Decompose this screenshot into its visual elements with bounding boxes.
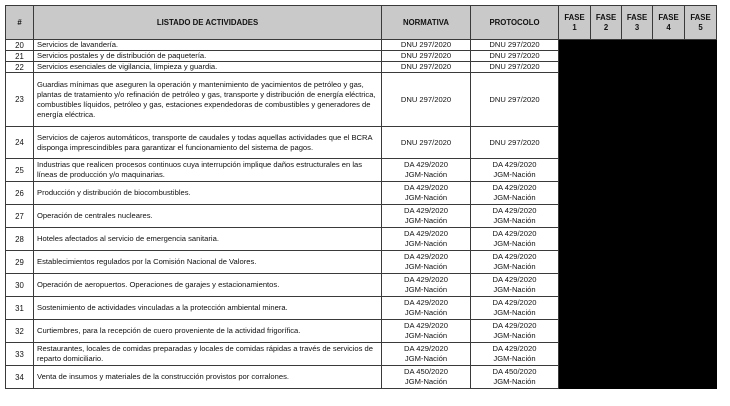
row-number: 29 [6,251,34,274]
normativa-line: JGM-Nación [404,216,448,225]
fase-4-cell [653,366,685,389]
activity-description: Servicios de cajeros automáticos, transporte de caudales y todas aquellas actividades que el BCRA disponga imprescindibles para garantizar el funcionamiento del sistema de pagos. [34,127,382,159]
fase-5-cell [685,228,717,251]
protocolo-line: DA 429/2020 [492,344,537,353]
normativa-line: DA 450/2020 [404,367,448,376]
header-normativa: NORMATIVA [382,6,471,40]
normativa-cell [382,159,471,182]
row-number: 26 [6,182,34,205]
fase-1-cell [559,251,591,274]
activity-description: Operación de aeropuertos. Operaciones de garajes y estacionamientos. [34,274,382,297]
table-row [6,297,717,320]
fase-4-top: FASE [658,12,679,22]
table-row [6,73,717,127]
normativa-line: JGM-Nación [404,308,448,317]
header-fase-5 [685,6,717,40]
fase-2-cell [591,73,622,127]
normativa-line: DA 429/2020 [404,160,448,169]
fase-3-cell [622,51,653,62]
table-row [6,274,717,297]
protocolo-line: DNU 297/2020 [489,137,540,147]
normativa-cell [382,51,471,62]
normativa-cell [382,297,471,320]
fase-5-cell [685,274,717,297]
protocolo-cell [471,251,559,274]
fase-2-cell [591,366,622,389]
protocolo-line: DA 429/2020 [492,229,537,238]
protocolo-line: DA 429/2020 [492,298,537,307]
protocolo-cell [471,297,559,320]
protocolo-line: DA 429/2020 [492,321,537,330]
fase-5-cell [685,73,717,127]
activity-description: Curtiembres, para la recepción de cuero proveniente de la actividad frigorífica. [34,320,382,343]
activity-description: Guardias mínimas que aseguren la operación y mantenimiento de yacimientos de petróleo y gas, plantas de tratamiento y/o refinación de petróleo y gas, transporte y distribución de energía eléctrica, combustibles líquidos, petróleo y gas, estaciones expendedoras de combustibles y generadores de energía eléctrica. [34,73,382,127]
protocolo-cell [471,127,559,159]
fase-4-cell [653,274,685,297]
normativa-cell [382,228,471,251]
row-number: 23 [6,73,34,127]
protocolo-cell [471,73,559,127]
activity-description: Hoteles afectados al servicio de emergencia sanitaria. [34,228,382,251]
fase-2-cell [591,228,622,251]
fase-4-cell [653,228,685,251]
fase-5-cell [685,182,717,205]
normativa-line: JGM-Nación [404,331,448,340]
fase-5-cell [685,251,717,274]
protocolo-line: JGM-Nación [493,308,536,317]
table-row [6,205,717,228]
fase-2-top: FASE [595,12,617,22]
header-num: # [6,6,34,40]
fase-2-cell [591,127,622,159]
normativa-line: DA 429/2020 [404,275,448,284]
protocolo-cell [471,62,559,73]
row-number: 31 [6,297,34,320]
fase-4-cell [653,62,685,73]
normativa-cell [382,62,471,73]
fase-1-cell [559,366,591,389]
table-row [6,320,717,343]
row-number: 21 [6,51,34,62]
header-fase-3 [622,6,653,40]
normativa-line: JGM-Nación [404,354,448,363]
normativa-cell [382,127,471,159]
normativa-line: DA 429/2020 [404,183,448,192]
table-body [6,40,717,389]
protocolo-line: JGM-Nación [493,331,536,340]
fase-1-cell [559,62,591,73]
fase-1-cell [559,297,591,320]
table-row [6,182,717,205]
fase-5-cell [685,343,717,366]
fase-3-cell [622,343,653,366]
activity-description: Restaurantes, locales de comidas preparadas y locales de comidas rápidas a través de servicios de reparto domiciliario. [34,343,382,366]
activity-description: Producción y distribución de biocombustibles. [34,182,382,205]
header-fase-4 [653,6,685,40]
fase-5-cell [685,366,717,389]
normativa-line: JGM-Nación [404,262,448,271]
fase-3-cell [622,274,653,297]
normativa-line: DNU 297/2020 [400,62,452,71]
table-row [6,159,717,182]
fase-1-cell [559,320,591,343]
fase-2-cell [591,274,622,297]
fase-3-cell [622,320,653,343]
fase-4-cell [653,73,685,127]
fase-2-cell [591,40,622,51]
fase-4-cell [653,297,685,320]
fase-1-bottom: 1 [572,22,577,32]
fase-3-bottom: 3 [634,22,640,32]
normativa-cell [382,251,471,274]
fase-1-cell [559,274,591,297]
normativa-cell [382,343,471,366]
row-number: 33 [6,343,34,366]
fase-5-cell [685,297,717,320]
activity-description: Servicios postales y de distribución de paquetería. [34,51,382,62]
table-row [6,228,717,251]
header-row [6,6,717,40]
normativa-line: JGM-Nación [404,285,448,294]
normativa-cell [382,205,471,228]
fase-5-cell [685,320,717,343]
normativa-line: JGM-Nación [404,377,448,386]
protocolo-line: JGM-Nación [493,377,536,386]
fase-1-cell [559,205,591,228]
header-fase-2 [591,6,622,40]
fase-2-cell [591,251,622,274]
activity-description: Servicios de lavandería. [34,40,382,51]
fase-2-cell [591,205,622,228]
protocolo-line: DNU 297/2020 [489,62,540,71]
protocolo-cell [471,51,559,62]
normativa-line: DNU 297/2020 [400,51,452,60]
fase-3-top: FASE [626,12,648,22]
fase-1-cell [559,159,591,182]
activity-description: Industrias que realicen procesos continuos cuya interrupción implique daños estructurales en las líneas de producción y/o maquinarias. [34,159,382,182]
table-row [6,343,717,366]
normativa-line: JGM-Nación [404,170,448,179]
table-row [6,366,717,389]
protocolo-line: JGM-Nación [493,285,536,294]
protocolo-line: JGM-Nación [493,216,536,225]
fase-2-bottom: 2 [603,22,609,32]
protocolo-cell [471,343,559,366]
fase-2-cell [591,182,622,205]
normativa-line: DA 429/2020 [404,344,448,353]
row-number: 25 [6,159,34,182]
activity-description: Sostenimiento de actividades vinculadas a la protección ambiental minera. [34,297,382,320]
protocolo-cell [471,205,559,228]
fase-1-cell [559,73,591,127]
table-row [6,127,717,159]
protocolo-line: DA 429/2020 [492,252,537,261]
fase-5-cell [685,40,717,51]
normativa-line: DNU 297/2020 [400,94,452,104]
protocolo-line: JGM-Nación [493,193,536,202]
fase-3-cell [622,297,653,320]
normativa-line: DA 429/2020 [404,252,448,261]
normativa-line: DA 429/2020 [404,229,448,238]
table-row [6,251,717,274]
fase-5-cell [685,205,717,228]
fase-4-cell [653,127,685,159]
protocolo-cell [471,228,559,251]
fase-2-cell [591,297,622,320]
protocolo-cell [471,182,559,205]
table-row [6,40,717,51]
protocolo-cell [471,366,559,389]
normativa-line: DNU 297/2020 [400,40,452,49]
fase-1-cell [559,127,591,159]
fase-3-cell [622,366,653,389]
normativa-line: DA 429/2020 [404,206,448,215]
fase-5-cell [685,51,717,62]
fase-4-cell [653,182,685,205]
normativa-line: DA 429/2020 [404,298,448,307]
fase-5-cell [685,159,717,182]
fase-4-cell [653,320,685,343]
normativa-cell [382,366,471,389]
row-number: 28 [6,228,34,251]
protocolo-line: DA 429/2020 [492,160,537,169]
activity-description: Venta de insumos y materiales de la construcción provistos por corralones. [34,366,382,389]
protocolo-cell [471,320,559,343]
row-number: 20 [6,40,34,51]
fase-5-cell [685,127,717,159]
normativa-cell [382,73,471,127]
fase-1-cell [559,182,591,205]
normativa-cell [382,40,471,51]
fase-2-cell [591,51,622,62]
fase-5-cell [685,62,717,73]
protocolo-line: DA 429/2020 [492,275,537,284]
fase-1-cell [559,51,591,62]
protocolo-line: JGM-Nación [493,239,536,248]
fase-5-top: FASE [690,12,711,22]
fase-4-cell [653,51,685,62]
fase-3-cell [622,205,653,228]
fase-3-cell [622,40,653,51]
protocolo-line: DA 450/2020 [492,367,537,376]
normativa-cell [382,182,471,205]
protocolo-line: DA 429/2020 [492,183,537,192]
protocolo-line: JGM-Nación [493,262,536,271]
protocolo-cell [471,274,559,297]
protocolo-line: DNU 297/2020 [489,51,540,60]
fase-3-cell [622,228,653,251]
fase-4-cell [653,40,685,51]
normativa-cell [382,320,471,343]
normativa-line: DA 429/2020 [404,321,448,330]
normativa-cell [382,274,471,297]
protocolo-line: DNU 297/2020 [489,94,540,104]
protocolo-line: DA 429/2020 [492,206,537,215]
fase-1-cell [559,228,591,251]
fase-1-cell [559,40,591,51]
fase-2-cell [591,343,622,366]
fase-1-top: FASE [564,12,585,22]
fase-3-cell [622,62,653,73]
header-fase-1 [559,6,591,40]
fase-2-cell [591,62,622,73]
fase-5-bottom: 5 [698,22,703,32]
row-number: 24 [6,127,34,159]
fase-4-cell [653,159,685,182]
fase-2-cell [591,159,622,182]
protocolo-line: JGM-Nación [493,354,536,363]
protocolo-line: JGM-Nación [493,170,536,179]
protocolo-cell [471,40,559,51]
row-number: 27 [6,205,34,228]
fase-1-cell [559,343,591,366]
fase-3-cell [622,251,653,274]
protocolo-cell [471,159,559,182]
fase-3-cell [622,182,653,205]
activity-description: Servicios esenciales de vigilancia, limpieza y guardia. [34,62,382,73]
header-activity: LISTADO DE ACTIVIDADES [34,6,382,40]
activity-description: Establecimientos regulados por la Comisión Nacional de Valores. [34,251,382,274]
activities-table [5,5,717,389]
table-row [6,62,717,73]
row-number: 32 [6,320,34,343]
fase-4-cell [653,251,685,274]
row-number: 22 [6,62,34,73]
protocolo-line: DNU 297/2020 [489,40,540,49]
fase-4-bottom: 4 [666,22,671,32]
fase-3-cell [622,159,653,182]
fase-2-cell [591,320,622,343]
row-number: 30 [6,274,34,297]
table-row [6,51,717,62]
fase-3-cell [622,127,653,159]
header-protocolo: PROTOCOLO [471,6,559,40]
table-header [6,6,717,40]
row-number: 34 [6,366,34,389]
fase-3-cell [622,73,653,127]
normativa-line: JGM-Nación [404,193,448,202]
activity-description: Operación de centrales nucleares. [34,205,382,228]
fase-4-cell [653,205,685,228]
normativa-line: DNU 297/2020 [400,137,452,147]
normativa-line: JGM-Nación [404,239,448,248]
fase-4-cell [653,343,685,366]
